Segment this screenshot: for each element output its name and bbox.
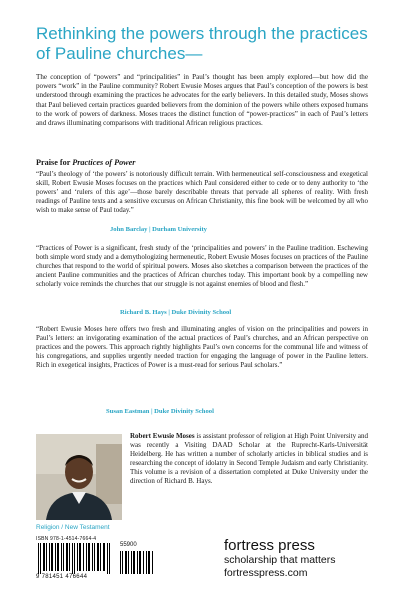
publisher-tagline: scholarship that matters	[224, 554, 336, 566]
intro-paragraph: The conception of “powers” and “principalities” in Paul’s thought has been amply explored—but how did the powers “work” in the Pauline community? Robert Ewusie Moses argues that Paul’s conception of the powers is best understood through examining the practices he advocates for the early believers. In this detailed study, Moses shows that Paul believed certain practices guarded believers from the dominion of the powers while others exposed humans to the work of powers of darkness. Moses traces the distinct function of “power-practices” in each of Paul’s letters and draws illuminating comparisons with traditional African religious practices.	[36, 73, 368, 128]
author-bio	[130, 432, 368, 487]
headline: Rethinking the powers through the practices of Pauline churches—	[36, 24, 368, 63]
price-barcode-icon	[120, 551, 154, 574]
attribution-hays: Richard B. Hays | Duke Divinity School	[120, 309, 232, 316]
praise-heading	[36, 158, 135, 167]
category-label: Religion / New Testament	[36, 524, 110, 531]
author-photo	[36, 434, 122, 520]
author-bio-text: is assistant professor of religion at High Point University and was recently a Visiting DAAD Scholar at the Ruprecht-Karls-Universität Heidelberg. He has written a number of scholarly articles in biblical studies and is researching the concept of idolatry in Second Temple Judaism and early Christianity. This volume is a revision of a dissertation completed at Duke University under the direction of Richard B. Hays.	[130, 432, 368, 486]
praise-prefix: Praise for	[36, 158, 73, 167]
publisher-name: fortress press	[224, 537, 315, 554]
publisher-url: fortresspress.com	[224, 567, 308, 579]
attribution-eastman: Susan Eastman | Duke Divinity School	[106, 408, 214, 415]
isbn-digits: 9 781451 476644	[36, 574, 88, 580]
isbn-text: ISBN 978-1-4514-7664-4	[36, 536, 97, 542]
praise-book-title: Practices of Power	[72, 158, 136, 167]
barcode-bars-icon	[36, 543, 116, 574]
publisher-block	[224, 537, 374, 580]
quote-eastman: “Robert Ewusie Moses here offers two fresh and illuminating angles of vision on the principalities and powers in Paul’s letters: an invigorating examination of the actual practices of Paul’s churches, and an African perspective on practices and the powers. This approach rightly highlights Paul’s own concerns for the communal life and witness of his congregations, and supplies urgently needed traction for engaging the language of power in the Pauline letters. Rich in exegetical insights, Practices of Power is a must-read for serious Paul scholars.”	[36, 325, 368, 370]
price-code: 55900	[120, 542, 137, 548]
quote-barclay: “Paul’s theology of ‘the powers’ is notoriously difficult terrain. With hermeneutical self-consciousness and exegetical skill, Robert Ewusie Moses focuses on the practices which Paul considered either to cede or to deny authority to ‘the powers’ and ‘rulers of this age’—those barely describable threats that pervade all spheres of reality. With fresh readings of Pauline texts and a sensitive excursus on African Christianity, this fine book will be welcomed by all who wish to make sense of Paul today.”	[36, 170, 368, 215]
isbn-barcode	[36, 536, 156, 582]
attribution-barclay: John Barclay | Durham University	[110, 226, 207, 233]
quote-hays: “Practices of Power is a significant, fresh study of the ‘principalities and powers’ in the Pauline tradition. Eschewing both simple word study and a demythologizing hermeneutic, Robert Ewusie Moses focuses on practices of the Pauline churches that respond to the world of spiritual powers. Moses also sketches a comparison between the practices of the ancient Pauline communities and the practices of African churches today. This important book by a compelling new scholarly voice reminds the churches that our struggle is not against enemies of blood and flesh.”	[36, 244, 368, 289]
author-name: Robert Ewusie Moses	[130, 432, 195, 440]
